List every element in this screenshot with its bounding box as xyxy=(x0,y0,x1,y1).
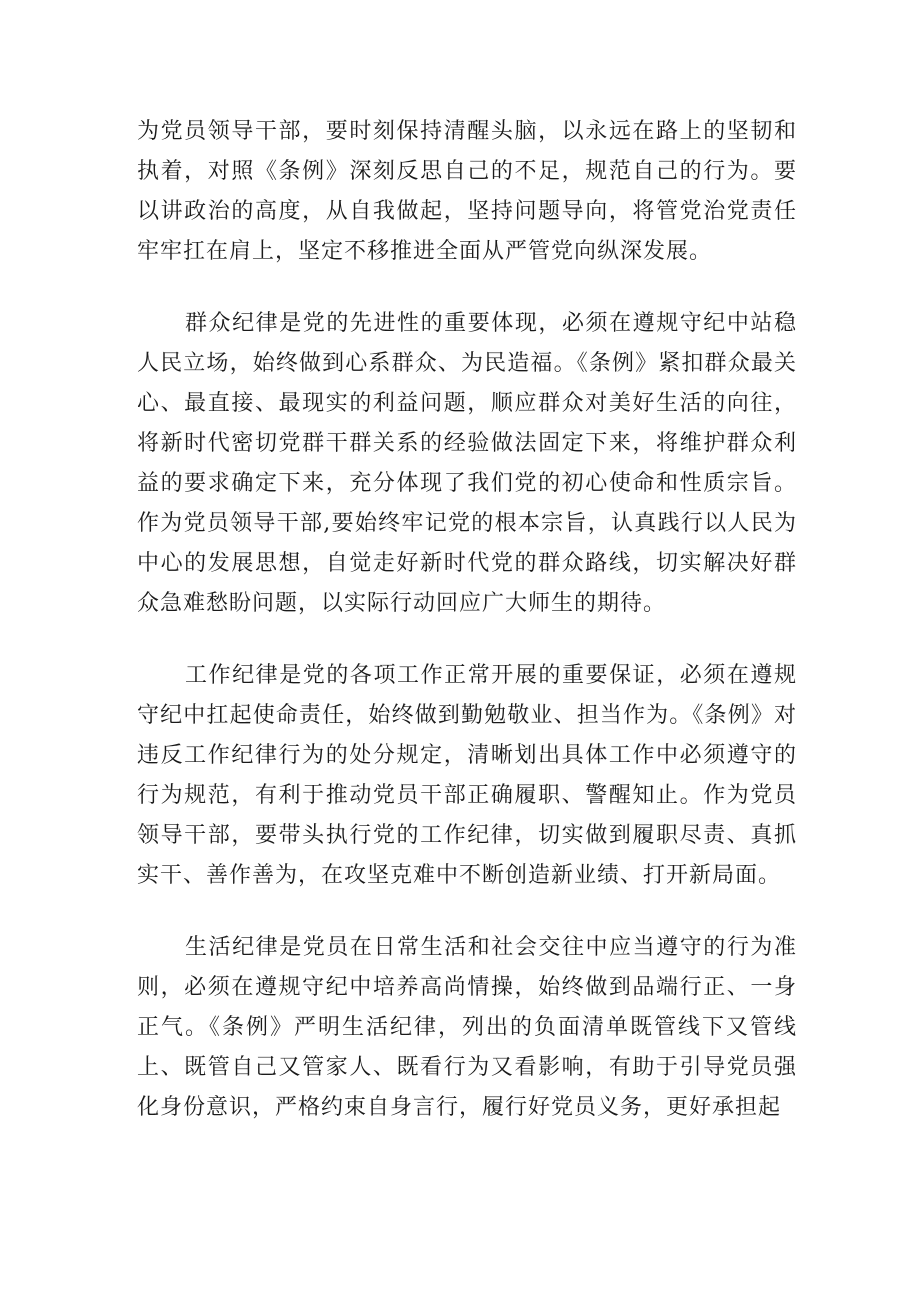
paragraph-life-discipline: 生活纪律是党员在日常生活和社会交往中应当遵守的行为准则，必须在遵规守纪中培养高尚情操，始终做到品端行正、一身正气。《条例》严明生活纪律，列出的负面清单既管线下又管线上、既管自己又管家人、既看行为又看影响，有助于引导党员强化身份意识，严格约束自身言行，履行好党员义务，更好承担起 xyxy=(137,935,797,1120)
paragraph-mass-discipline: 群众纪律是党的先进性的重要体现，必须在遵规守纪中站稳人民立场，始终做到心系群众、为民造福。《条例》紧扣群众最关心、最直接、最现实的利益问题，顺应群众对美好生活的向往，将新时代密切党群干群关系的经验做法固定下来，将维护群众利益的要求确定下来，充分体现了我们党的初心使命和性质宗旨。作为党员领导干部,要始终牢记党的根本宗旨，认真践行以人民为中心的发展思想，自觉走好新时代党的群众路线，切实解决好群众急难愁盼问题，以实际行动回应广大师生的期待。 xyxy=(137,311,797,616)
paragraph-work-discipline: 工作纪律是党的各项工作正常开展的重要保证，必须在遵规守纪中扛起使命责任，始终做到勤勉敬业、担当作为。《条例》对违反工作纪律行为的处分规定，清晰划出具体工作中必须遵守的行为规范，有利于推动党员干部正确履职、警醒知止。作为党员领导干部，要带头执行党的工作纪律，切实做到履职尽责、真抓实干、善作善为，在攻坚克难中不断创造新业绩、打开新局面。 xyxy=(137,663,797,888)
paragraph-continuation: 为党员领导干部，要时刻保持清醒头脑，以永远在路上的坚韧和执着，对照《条例》深刻反思自己的不足，规范自己的行为。要以讲政治的高度，从自我做起，坚持问题导向，将管党治党责任牢牢扛在肩上，坚定不移推进全面从严管党向纵深发展。 xyxy=(137,119,797,264)
document-body xyxy=(137,112,797,1128)
